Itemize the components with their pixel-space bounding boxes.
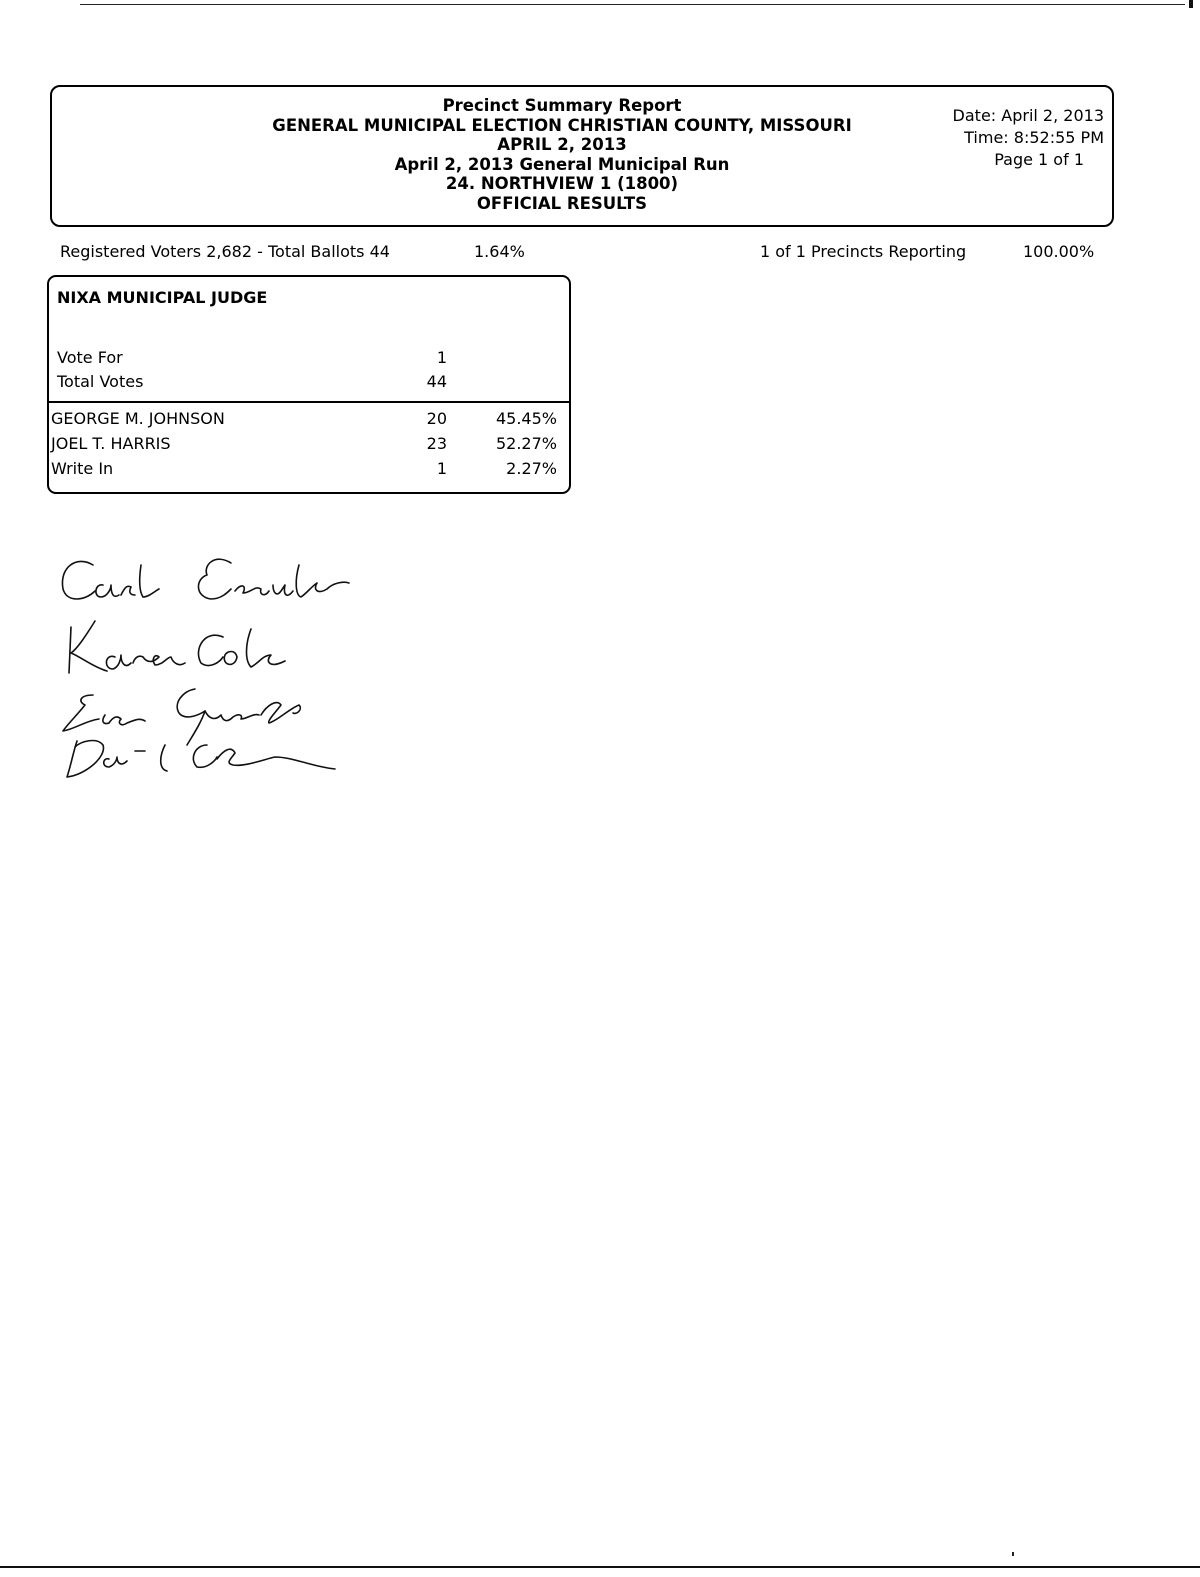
signature-stroke [177,689,205,745]
candidate-percent: 52.27% [495,434,557,453]
signature-stroke [193,745,217,767]
signature-stroke [69,627,71,673]
candidate-name: JOEL T. HARRIS [51,434,171,453]
signature-stroke [121,586,135,595]
signature-stroke [133,656,185,665]
turnout-percent: 1.64% [474,242,525,261]
signature-stroke [140,565,159,597]
signature-stroke [217,749,335,769]
contest-title: NIXA MUNICIPAL JUDGE [57,288,268,307]
scan-mark [1012,1552,1014,1556]
scan-edge-top [80,4,1185,5]
signature-stroke [106,655,131,669]
signature-stroke [273,585,293,595]
precinct-name: 24. NORTHVIEW 1 (1800) [445,174,679,193]
election-date: APRIL 2, 2013 [497,135,627,154]
signature-stroke [261,703,300,723]
candidate-name: Write In [51,459,114,478]
signature-stroke [247,629,286,667]
report-title: Precinct Summary Report [442,96,682,115]
vote-for-label: Vote For [57,348,123,367]
candidate-name: GEORGE M. JOHNSON [51,409,225,428]
contest-box [47,275,571,494]
candidate-votes: 1 [436,459,447,478]
total-votes-value: 44 [426,372,447,391]
precincts-reporting-percent: 100.00% [1023,242,1095,261]
vote-for-value: 1 [436,348,447,367]
contest-divider [49,401,569,403]
header-title-block [202,96,922,213]
header-meta [914,105,1104,171]
report-date: Date: April 2, 2013 [952,106,1104,125]
signature-stroke [224,652,237,665]
signature-stroke [198,559,231,599]
candidate-votes: 20 [426,409,447,428]
signature-stroke [296,565,349,597]
signature-stroke [235,586,269,595]
candidate-percent: 2.27% [506,459,557,478]
signature-stroke [62,561,95,599]
scan-edge-bottom [0,1566,1200,1568]
signature-stroke [205,711,259,721]
signature-stroke [67,741,103,777]
signature-stroke [103,715,145,725]
election-name: GENERAL MUNICIPAL ELECTION CHRISTIAN COUNTY, MISSOURI [272,115,852,135]
summary-line [60,242,1106,264]
signature-stroke [71,621,107,671]
signature-stroke [161,745,167,771]
page-number: Page 1 of 1 [994,150,1084,169]
report-time: Time: 8:52:55 PM [964,128,1104,147]
candidate-percent: 45.45% [495,409,557,428]
results-status: OFFICIAL RESULTS [476,193,648,213]
signature-stroke [63,695,99,731]
precincts-reporting: 1 of 1 Precincts Reporting [760,242,967,261]
candidate-votes: 23 [426,434,447,453]
run-name: April 2, 2013 General Municipal Run [394,154,730,174]
registered-voters: Registered Voters 2,682 - Total Ballots 44 [60,242,390,261]
report-header [50,85,1114,227]
signature-stroke [96,585,119,597]
total-votes-label: Total Votes [57,372,144,391]
signature-stroke [104,757,127,767]
handwritten-signatures [55,545,355,785]
scan-mark [1189,0,1193,8]
signature-stroke [198,635,223,665]
